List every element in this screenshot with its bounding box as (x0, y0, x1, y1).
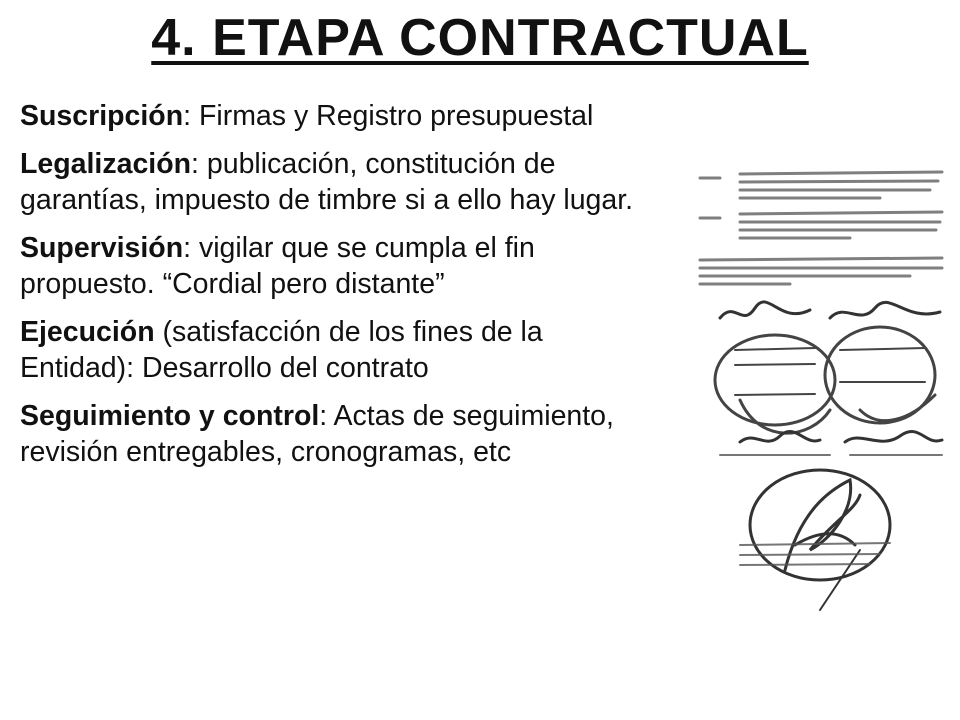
bullet-term: Supervisión (20, 232, 184, 264)
bullet-term: Legalización (20, 148, 192, 180)
signed-document-image (680, 150, 950, 630)
bullet-legalizacion (20, 146, 660, 218)
slide-title: 4. ETAPA CONTRACTUAL (151, 9, 809, 67)
bullet-text: (satisfacción de los fines de la Entidad): Desarrollo del contrato (20, 316, 543, 384)
bullet-text: : Firmas y Registro presupuestal (183, 100, 594, 132)
bullet-supervision (20, 230, 660, 302)
bullet-text: : publicación, constitución de garantías, impuesto de timbre si a ello hay lugar. (20, 148, 634, 216)
bullet-text: : vigilar que se cumpla el fin propuesto. “Cordial pero distante” (20, 232, 535, 300)
bullet-term: Seguimiento y control (20, 400, 320, 432)
bullet-ejecucion (20, 314, 660, 386)
bullet-list (20, 98, 660, 482)
bullet-term: Ejecución (20, 316, 155, 348)
bullet-text: : Actas de seguimiento, revisión entregables, cronogramas, etc (20, 400, 614, 468)
bullet-suscripcion (20, 98, 660, 134)
bullet-term: Suscripción (20, 100, 184, 132)
bullet-seguimiento (20, 398, 660, 470)
